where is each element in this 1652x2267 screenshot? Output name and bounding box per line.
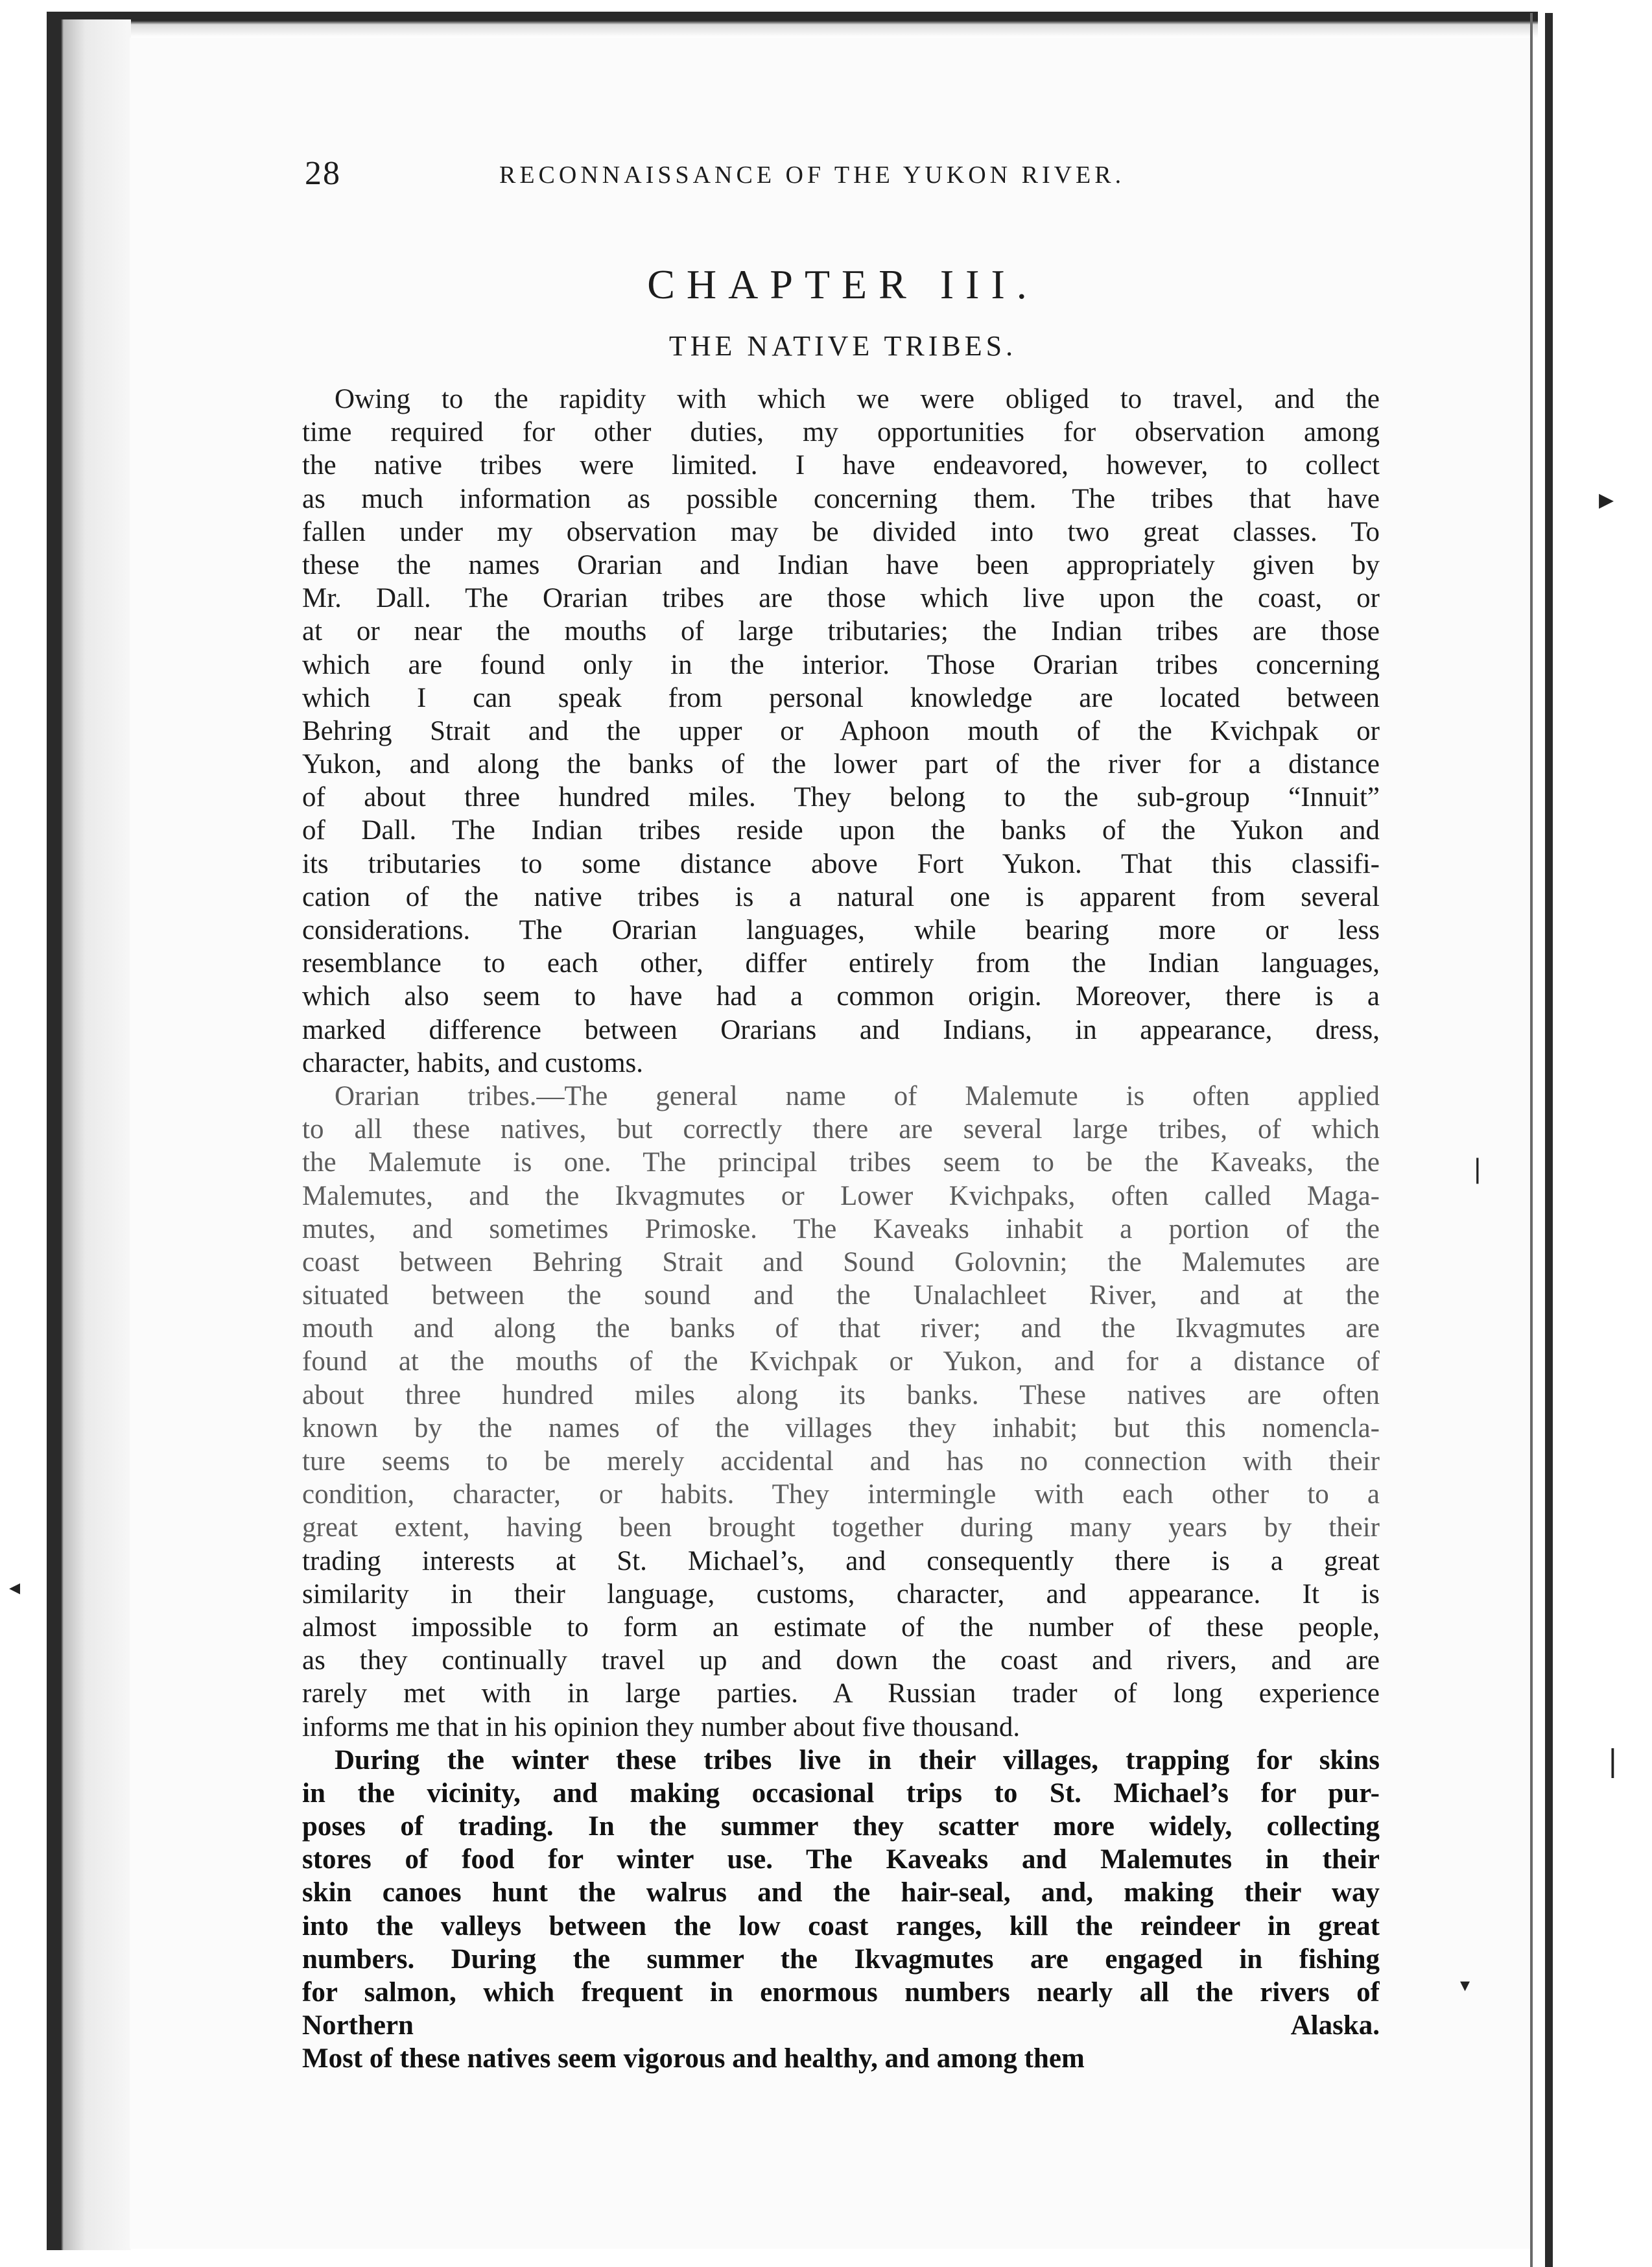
- text-line: time required for other duties, my opportunities for observation among: [302, 417, 1380, 448]
- scan-speck: ◂: [9, 1574, 21, 1600]
- scan-speck: ❘: [1467, 1154, 1489, 1184]
- scan-speck: ❘: [1600, 1743, 1625, 1778]
- text-line: these the names Orarian and Indian have been appropriately given by: [302, 549, 1380, 580]
- text-line: skin canoes hunt the walrus and the hair-seal, and, making their way: [302, 1877, 1380, 1908]
- text-line: about three hundred miles along its banks. These natives are often: [302, 1379, 1380, 1410]
- text-line: known by the names of the villages they inhabit; but this nomencla-: [302, 1412, 1380, 1443]
- text-line: [302, 2076, 1380, 2109]
- text-line: Most of these natives seem vigorous and healthy, and among them: [302, 2043, 1085, 2074]
- text-line: as they continually travel up and down the coast and rivers, and are: [302, 1645, 1380, 1676]
- text-line: Behring Strait and the upper or Aphoon mouth of the Kvichpak or: [302, 715, 1380, 746]
- text-line: condition, character, or habits. They intermingle with each other to a: [302, 1479, 1380, 1510]
- text-line: its tributaries to some distance above Fort Yukon. That this classifi-: [302, 848, 1380, 879]
- text-line: the Malemute is one. The principal tribes seem to be the Kaveaks, the: [302, 1147, 1380, 1178]
- text-line: into the valleys between the low coast ranges, kill the reindeer in great: [302, 1910, 1380, 1941]
- text-line: as much information as possible concerning them. The tribes that have: [302, 483, 1380, 514]
- page-number: 28: [305, 155, 341, 192]
- text-line: similarity in their language, customs, character, and appearance. It is: [302, 1578, 1380, 1609]
- text-line: marked difference between Orarians and Indians, in appearance, dress,: [302, 1014, 1380, 1045]
- scan-speck: ▸: [1599, 481, 1614, 516]
- running-title: RECONNAISSANCE OF THE YUKON RIVER.: [499, 161, 1126, 189]
- text-line: Malemutes, and the Ikvagmutes or Lower Kvichpaks, often called Maga-: [302, 1180, 1380, 1211]
- text-line: numbers. During the summer the Ikvagmutes are engaged in fishing: [302, 1943, 1380, 1975]
- text-line: which also seem to have had a common origin. Moreover, there is a: [302, 981, 1380, 1012]
- text-line: fallen under my observation may be divided into two great classes. To: [302, 516, 1380, 547]
- page-gutter-line: [1530, 13, 1533, 2267]
- text-line: resemblance to each other, differ entirely from the Indian languages,: [302, 948, 1380, 979]
- book-left-edge: [47, 19, 131, 2250]
- text-line: Mr. Dall. The Orarian tribes are those which live upon the coast, or: [302, 583, 1380, 614]
- text-line: Yukon, and along the banks of the lower part of the river for a distance: [302, 749, 1380, 780]
- text-line: During the winter these tribes live in their villages, trapping for skins: [335, 1744, 1380, 1775]
- text-line: in the vicinity, and making occasional trips to St. Michael’s for pur-: [302, 1777, 1380, 1809]
- text-line: situated between the sound and the Unalachleet River, and at the: [302, 1280, 1380, 1311]
- text-line: stores of food for winter use. The Kaveaks and Malemutes in their: [302, 1844, 1380, 1875]
- text-line: the native tribes were limited. I have endeavored, however, to collect: [302, 450, 1380, 481]
- text-line: cation of the native tribes is a natural one is apparent from several: [302, 881, 1380, 912]
- text-line: coast between Behring Strait and Sound Golovnin; the Malemutes are: [302, 1246, 1380, 1277]
- chapter-subtitle: THE NATIVE TRIBES.: [668, 330, 1017, 362]
- text-line: poses of trading. In the summer they scatter more widely, collecting: [302, 1811, 1380, 1842]
- text-line: mutes, and sometimes Primoske. The Kaveaks inhabit a portion of the: [302, 1213, 1380, 1244]
- text-line: to all these natives, but correctly there are several large tribes, of which: [302, 1114, 1380, 1145]
- text-line: mouth and along the banks of that river; and the Ikvagmutes are: [302, 1313, 1380, 1344]
- text-line: found at the mouths of the Kvichpak or Yukon, and for a distance of: [302, 1346, 1380, 1377]
- text-line: informs me that in his opinion they number about five thousand.: [302, 1711, 1021, 1742]
- text-line: Owing to the rapidity with which we were obliged to travel, and the: [335, 384, 1380, 414]
- text-line: Orarian tribes.—The general name of Malemute is often applied: [335, 1080, 1380, 1111]
- text-line: rarely met with in large parties. A Russian trader of long experience: [302, 1678, 1380, 1709]
- text-line: Northern Alaska.: [302, 2010, 1380, 2041]
- text-line: for salmon, which frequent in enormous numbers nearly all the rivers of: [302, 1977, 1380, 2008]
- text-line: of Dall. The Indian tribes reside upon the banks of the Yukon and: [302, 815, 1380, 846]
- scan-speck: ▾: [1460, 1974, 1470, 1997]
- text-line: at or near the mouths of large tributaries; the Indian tribes are those: [302, 616, 1380, 647]
- chapter-title: CHAPTER III.: [647, 261, 1039, 307]
- running-head: [305, 154, 1381, 200]
- text-line: of about three hundred miles. They belong to the sub-group “Innuit”: [302, 782, 1380, 813]
- text-line: considerations. The Orarian languages, while bearing more or less: [302, 915, 1380, 945]
- text-line: trading interests at St. Michael’s, and consequently there is a great: [302, 1545, 1380, 1576]
- body-text: [302, 383, 1380, 2109]
- text-line: ture seems to be merely accidental and has no connection with their: [302, 1446, 1380, 1477]
- text-line: which are found only in the interior. Those Orarian tribes concerning: [302, 649, 1380, 680]
- text-line: great extent, having been brought together during many years by their: [302, 1512, 1380, 1543]
- book-top-edge: [47, 12, 1538, 38]
- text-line: almost impossible to form an estimate of the number of these people,: [302, 1611, 1380, 1643]
- text-line: character, habits, and customs.: [302, 1047, 644, 1078]
- page-right-edge: [1545, 13, 1553, 2267]
- text-line: which I can speak from personal knowledge are located between: [302, 682, 1380, 713]
